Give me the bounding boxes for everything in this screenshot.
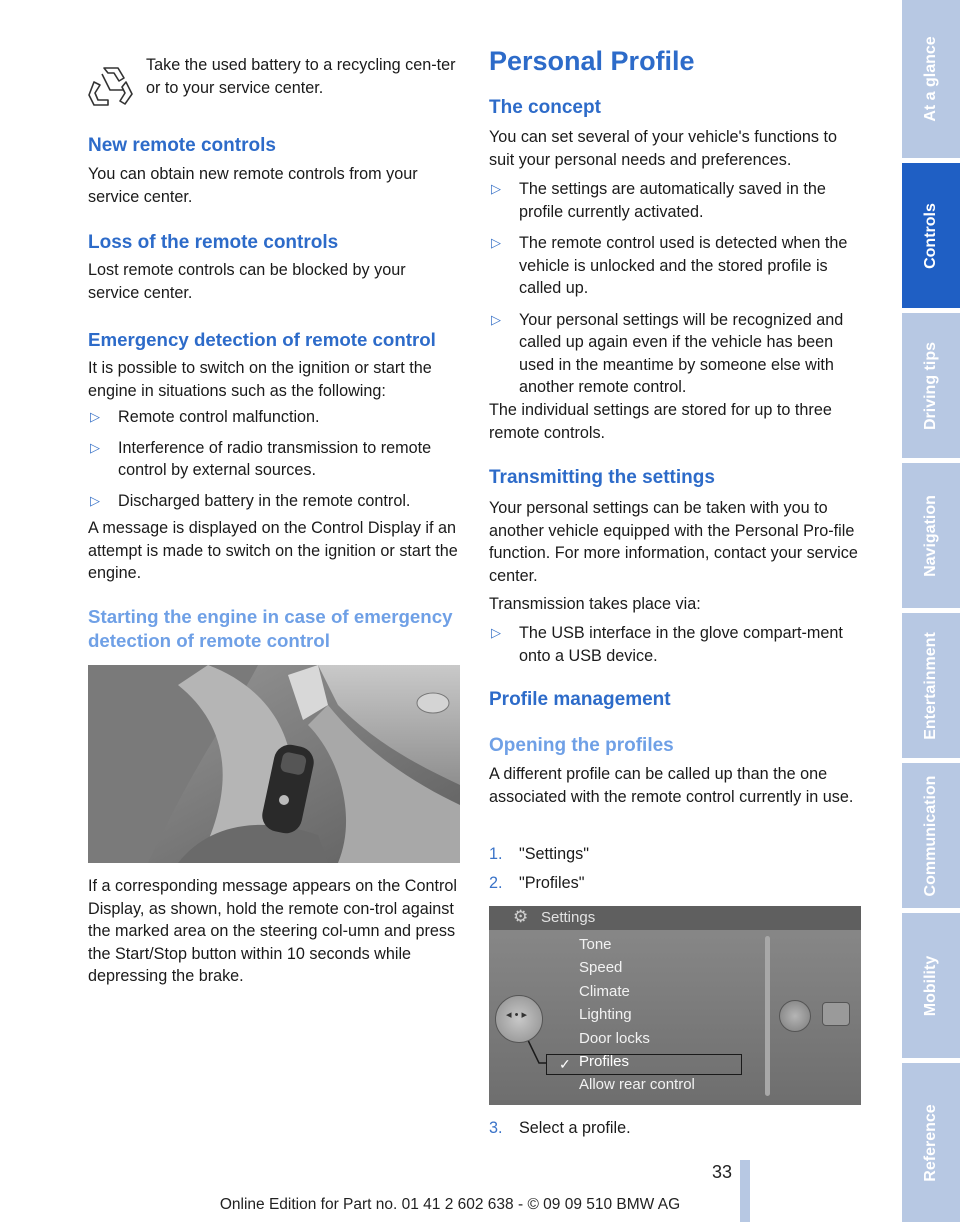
screen-header-title: Settings <box>541 909 596 926</box>
knob-arrows-icon: ◂ • ▸ <box>506 1009 528 1021</box>
triangle-bullet-icon: ▷ <box>491 625 501 640</box>
para-stored: The individual settings are stored for up to three remote controls. <box>489 401 832 442</box>
via-bullet: ▷ The USB interface in the glove compart-ment onto a USB device. <box>491 624 843 665</box>
list-item: ▷ Discharged battery in the remote control. <box>88 490 464 513</box>
menu-item-allow-rear-control[interactable]: Allow rear control <box>579 1076 695 1094</box>
para-after-photo: If a corresponding message appears on the Control Display, as shown, hold the remote con-trol against the marked area on the steering col-umn and press the Start/Stop button within 10 seconds while depressing the brake. <box>88 877 457 985</box>
tab-at-a-glance[interactable]: At a glance <box>902 0 960 158</box>
control-display-screen <box>489 906 861 1105</box>
footer: Online Edition for Part no. 01 41 2 602 638 - © 09 09 510 BMW AG <box>219 1196 681 1213</box>
heading-emergency: Emergency detection of remote control <box>88 329 436 350</box>
heading-concept: The concept <box>489 97 601 118</box>
para-new-remote-controls: You can obtain new remote controls from your service center. <box>88 165 418 206</box>
heading-opening-profiles: Opening the profiles <box>489 735 674 756</box>
step-2: 2. "Profiles" <box>489 874 585 892</box>
emergency-bullet-list <box>88 406 464 512</box>
heading-transmitting: Transmitting the settings <box>489 467 715 488</box>
list-item: ▷ The settings are automatically saved in the profile currently activated. <box>491 180 826 221</box>
para-opening: A different profile can be called up than the one associated with the remote control currently in use. <box>489 765 854 806</box>
page-number: 33 <box>712 1162 733 1182</box>
menu-item-tone[interactable]: Tone <box>579 936 612 953</box>
para-via: Transmission takes place via: <box>489 595 701 613</box>
side-panel-icon <box>822 1002 850 1026</box>
recycle-icon <box>88 60 134 106</box>
menu-item-profiles[interactable]: Profiles <box>579 1052 630 1070</box>
menu-item-speed[interactable]: Speed <box>579 959 623 977</box>
heading-loss: Loss of the remote controls <box>88 232 339 253</box>
page-title: Personal Profile <box>489 46 695 76</box>
para-transmitting: Your personal settings can be taken with you to another vehicle equipped with the Personal Pro-file function. For more information, contact your service center. <box>489 499 858 585</box>
tab-driving-tips[interactable]: Driving tips <box>902 313 960 458</box>
para-message: A message is displayed on the Control Display if an attempt is made to switch on the ignition or start the engine. <box>88 519 458 582</box>
gear-icon: ⚙ <box>513 907 529 926</box>
triangle-bullet-icon: ▷ <box>90 492 100 508</box>
list-item: ▷ Your personal settings will be recognized and called up again even if the vehicle has been used in the meantime by someone else with another remote control. <box>491 310 844 396</box>
triangle-bullet-icon: ▷ <box>491 311 501 327</box>
tab-controls[interactable]: Controls <box>902 163 960 308</box>
tab-mobility[interactable]: Mobility <box>902 913 960 1058</box>
side-tabs <box>902 0 960 1222</box>
menu-item-climate[interactable]: Climate <box>579 982 630 1000</box>
checkmark-icon: ✓ <box>559 1056 571 1072</box>
triangle-bullet-icon: ▷ <box>491 235 501 250</box>
recycle-text: Take the used battery to a recycling cen-ter or to your service center. <box>146 56 456 97</box>
options-knob-icon <box>779 1000 811 1032</box>
list-item: ▷ Remote control malfunction. <box>88 406 464 429</box>
step-3: 3. Select a profile. <box>489 1119 631 1137</box>
tab-navigation[interactable]: Navigation <box>902 463 960 608</box>
triangle-bullet-icon: ▷ <box>90 439 100 455</box>
heading-starting-engine: Starting the engine in case of emergency detection of remote control <box>88 606 453 651</box>
menu-item-door-locks[interactable]: Door locks <box>579 1029 650 1047</box>
heading-new-remote-controls: New remote controls <box>88 135 276 156</box>
heading-profile-management: Profile management <box>489 689 671 710</box>
steering-column-photo <box>88 665 460 863</box>
para-emergency: It is possible to switch on the ignition or start the engine in situations such as the following: <box>88 359 432 400</box>
para-concept: You can set several of your vehicle's functions to suit your personal needs and preferences. <box>489 128 838 169</box>
list-item: ▷ Interference of radio transmission to remote control by external sources. <box>90 438 432 479</box>
step-1: 1. "Settings" <box>489 845 589 863</box>
concept-bullet-list <box>489 178 862 399</box>
triangle-bullet-icon: ▷ <box>491 181 501 196</box>
tab-communication[interactable]: Communication <box>902 763 960 908</box>
triangle-bullet-icon: ▷ <box>90 409 100 424</box>
menu-item-lighting[interactable]: Lighting <box>579 1006 632 1024</box>
list-item: ▷ The remote control used is detected when the vehicle is unlocked and the stored profile is called up. <box>491 234 848 297</box>
tab-reference[interactable]: Reference <box>902 1063 960 1222</box>
scroll-bar[interactable] <box>765 936 770 1096</box>
tab-entertainment[interactable]: Entertainment <box>902 613 960 758</box>
para-loss: Lost remote controls can be blocked by your service center. <box>88 261 406 302</box>
